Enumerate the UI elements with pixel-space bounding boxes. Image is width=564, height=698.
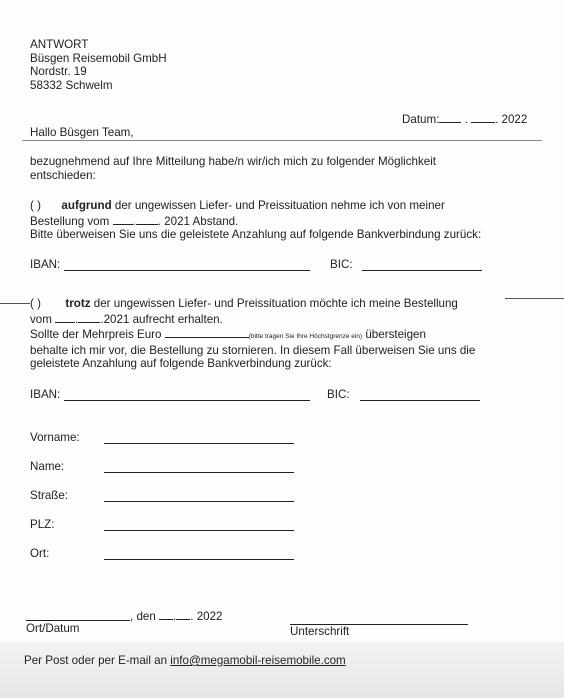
plz-field[interactable]: [104, 530, 294, 531]
address-line: 58332 Schwelm: [30, 78, 113, 92]
strasse-label: Straße:: [30, 489, 69, 502]
intro-text: bezugnehmend auf Ihre Mitteilung habe/n wir/ich mich zu folgender Möglichkeit entschieden:: [30, 155, 437, 182]
iban-field[interactable]: [64, 400, 310, 401]
date-month-blank[interactable]: [471, 111, 495, 123]
vorname-label: Vorname:: [30, 431, 80, 444]
sign-day-blank[interactable]: [159, 608, 173, 620]
place-field[interactable]: [26, 620, 130, 621]
iban-field[interactable]: [64, 270, 310, 271]
recipient-address: [30, 38, 167, 92]
address-line: Nordstr. 19: [30, 65, 87, 78]
sign-date: , den . . 2022: [130, 610, 223, 623]
order-day-blank[interactable]: [113, 213, 133, 225]
ort-field[interactable]: [104, 559, 294, 560]
footer-band: [0, 642, 564, 698]
sign-month-blank[interactable]: [176, 608, 190, 620]
divider: [22, 140, 542, 141]
iban-label: IBAN:: [30, 388, 61, 401]
plz-label: PLZ:: [30, 518, 55, 531]
option-refund-checkbox[interactable]: ( ): [30, 199, 41, 212]
bic-field[interactable]: [360, 400, 480, 401]
ort-datum-label: Ort/Datum: [26, 622, 80, 635]
footer-note: Per Post oder per E-mail an info@megamobil-reisemobile.com: [24, 654, 346, 667]
date-line: Datum: . . 2022: [402, 113, 528, 126]
date-label: Datum:: [402, 113, 440, 126]
max-price-blank[interactable]: [165, 326, 249, 338]
address-line: ANTWORT: [30, 38, 89, 51]
vorname-field[interactable]: [104, 443, 294, 444]
option-keep-checkbox[interactable]: ( ): [30, 297, 41, 310]
greeting: Hallo Büsgen Team,: [30, 126, 134, 139]
option-keep: ( ) trotz der ungewissen Liefer- und Preissituation möchte ich meine Bestellung vom . .2021 aufrecht erhalten. Sollte der Mehrpreis Euro (bitte tragen Sie Ihre Höchstgrenze ein) übersteigen behalte ich mir vor, die Bestellung zu stornieren. In diesem Fall überweisen Sie uns die geleistete Anzahlung auf folgende Bankverbindung zurück:: [30, 297, 476, 370]
date-day-blank[interactable]: [439, 111, 461, 123]
max-price-hint: (bitte tragen Sie Ihre Höchstgrenze ein): [248, 333, 363, 340]
bic-label: BIC:: [330, 258, 353, 271]
name-field[interactable]: [104, 472, 294, 473]
divider: [505, 298, 564, 299]
option-keep-keyword: trotz: [65, 297, 91, 310]
unterschrift-label: Unterschrift: [290, 625, 350, 638]
order-day-blank[interactable]: [55, 311, 75, 323]
order-month-blank[interactable]: [78, 311, 100, 323]
ort-label: Ort:: [30, 547, 50, 560]
bic-label: BIC:: [327, 388, 350, 401]
name-label: Name:: [30, 460, 65, 473]
iban-label: IBAN:: [30, 258, 61, 271]
divider: [0, 303, 30, 304]
address-line: Büsgen Reisemobil GmbH: [30, 51, 167, 65]
option-refund: ( ) aufgrund der ungewissen Liefer- und Preissituation nehme ich von meiner Bestellung vom . . 2021 Abstand. Bitte überweisen Sie uns die geleistete Anzahlung auf folgende Bankverbindung zurück:: [30, 199, 482, 241]
email-link[interactable]: info@megamobil-reisemobile.com: [170, 654, 346, 667]
option-refund-keyword: aufgrund: [61, 199, 112, 212]
bic-field[interactable]: [362, 270, 482, 271]
strasse-field[interactable]: [104, 501, 294, 502]
order-month-blank[interactable]: [136, 213, 158, 225]
